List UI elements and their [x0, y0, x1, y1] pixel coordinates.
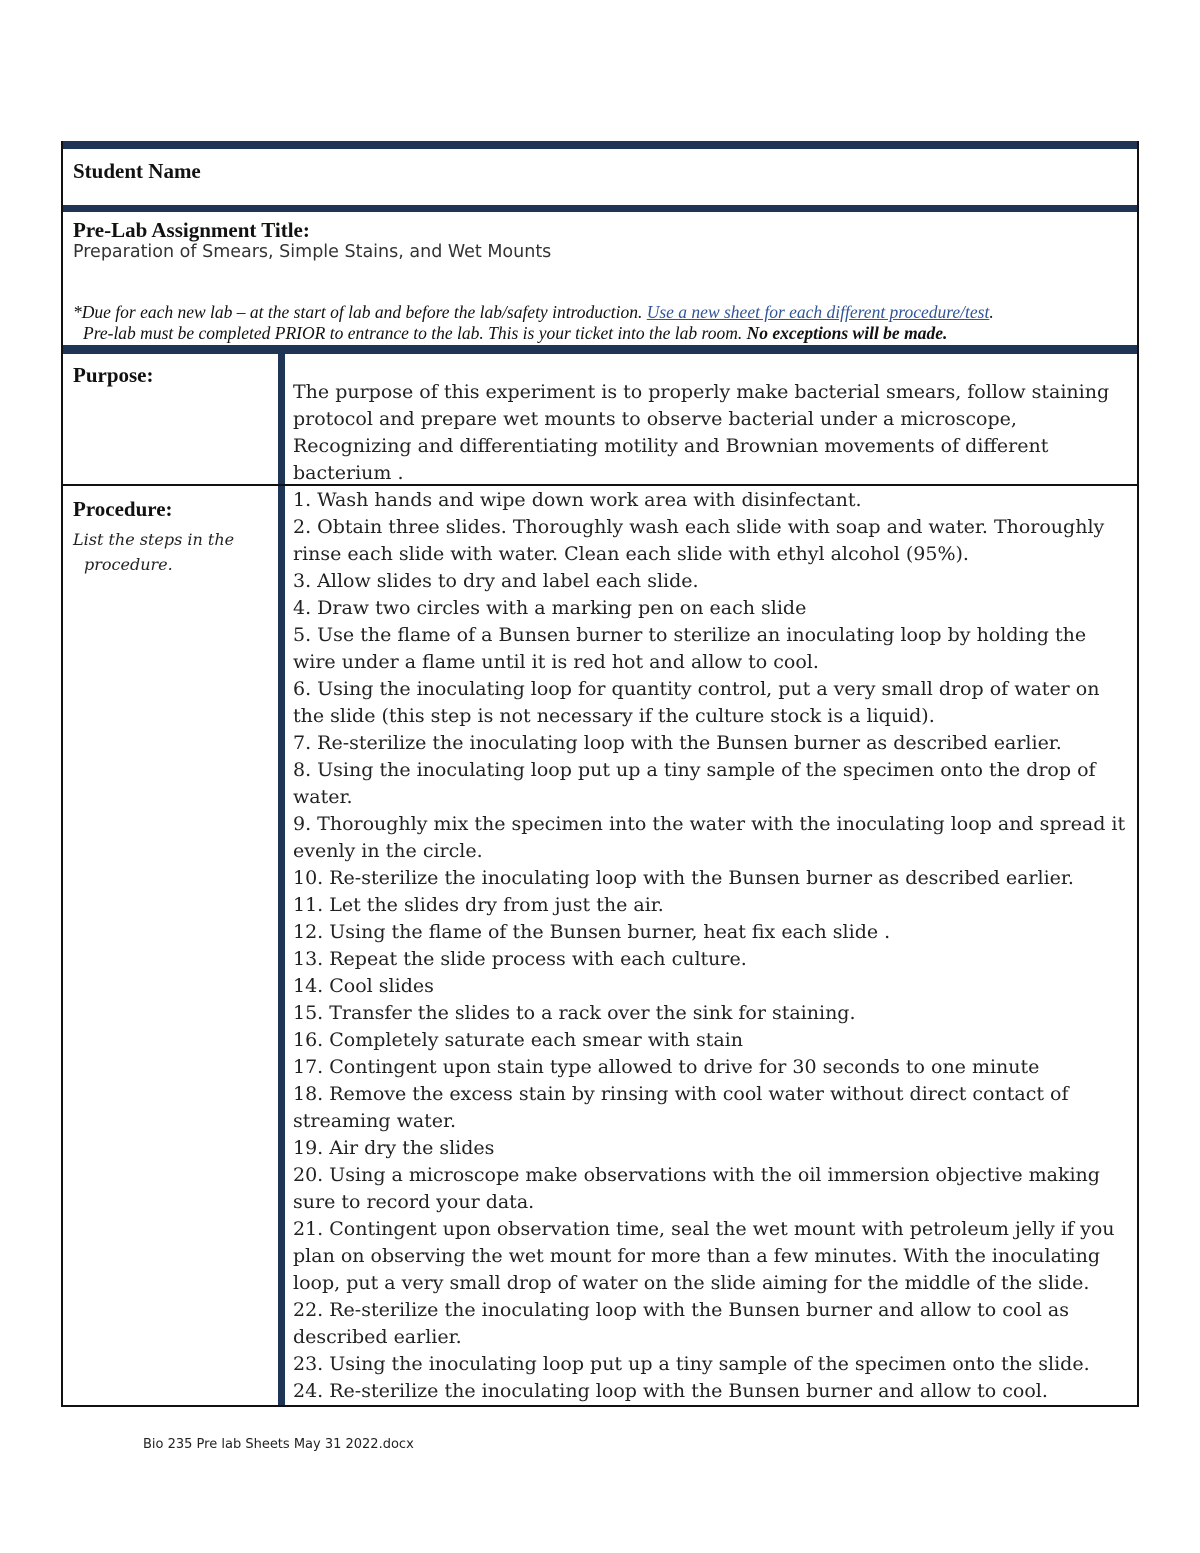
procedure-hint-line1: List the steps in the	[73, 530, 235, 549]
top-divider-bar	[63, 141, 1137, 149]
procedure-step: 3. Allow slides to dry and label each slide.	[293, 570, 699, 592]
procedure-steps-list[interactable]	[293, 487, 1133, 1405]
purpose-text[interactable]: The purpose of this experiment is to properly make bacterial smears, follow staining protocol and prepare wet mounts to observe bacterial under a microscope, Recognizing and differentiating motility and Brownian movements of different bacterium .	[293, 381, 1110, 484]
due-note-text: *Due for each new lab – at the start of lab and before the lab/safety introduction.	[73, 302, 647, 322]
ticket-note	[83, 323, 947, 344]
procedure-step: 9. Thoroughly mix the specimen into the water with the inoculating loop and spread it evenly in the circle.	[293, 813, 1126, 862]
procedure-label: Procedure:	[73, 497, 173, 521]
procedure-hint-line2: procedure.	[84, 555, 173, 574]
procedure-step: 10. Re-sterilize the inoculating loop with the Bunsen burner as described earlier.	[293, 867, 1074, 889]
procedure-step: 17. Contingent upon stain type allowed to drive for 30 seconds to one minute	[293, 1056, 1040, 1078]
procedure-step: 21. Contingent upon observation time, seal the wet mount with petroleum jelly if you plan on observing the wet mount for more than a few minutes. With the inoculating loop, put a very small drop of water on the slide aiming for the middle of the slide.	[293, 1218, 1115, 1294]
new-sheet-link[interactable]: Use a new sheet for each different procedure/test	[646, 302, 990, 322]
procedure-step: 12. Using the flame of the Bunsen burner, heat fix each slide .	[293, 921, 891, 943]
procedure-step: 7. Re-sterilize the inoculating loop with the Bunsen burner as described earlier.	[293, 732, 1062, 754]
procedure-step: 6. Using the inoculating loop for quantity control, put a very small drop of water on the slide (this step is not necessary if the culture stock is a liquid).	[293, 678, 1100, 727]
purpose-label: Purpose:	[73, 363, 154, 387]
document-footer: Bio 235 Pre lab Sheets May 31 2022.docx	[143, 1437, 414, 1452]
assignment-title-value: Preparation of Smears, Simple Stains, and Wet Mounts	[73, 242, 552, 262]
prelab-form	[61, 141, 1139, 1407]
procedure-step: 4. Draw two circles with a marking pen on each slide	[293, 597, 807, 619]
procedure-step: 8. Using the inoculating loop put up a tiny sample of the specimen onto the drop of water.	[293, 759, 1096, 808]
assignment-title-label: Pre-Lab Assignment Title:	[73, 218, 310, 242]
student-name-row[interactable]	[63, 149, 1137, 206]
procedure-step: 19. Air dry the slides	[293, 1137, 495, 1159]
no-exceptions-text: No exceptions will be made.	[746, 323, 948, 343]
procedure-step: 15. Transfer the slides to a rack over the sink for staining.	[293, 1002, 856, 1024]
student-name-label: Student Name	[73, 159, 201, 183]
procedure-step: 1. Wash hands and wipe down work area with disinfectant.	[293, 489, 862, 511]
due-note-end: .	[989, 302, 994, 322]
name-divider-bar	[63, 205, 1137, 212]
procedure-step: 23. Using the inoculating loop put up a tiny sample of the specimen onto the slide.	[293, 1353, 1090, 1375]
ticket-note-text: Pre-lab must be completed PRIOR to entrance to the lab. This is your ticket into the lab room.	[83, 323, 747, 343]
procedure-step: 14. Cool slides	[293, 975, 434, 997]
procedure-hint	[73, 527, 273, 577]
procedure-step: 24. Re-sterilize the inoculating loop with the Bunsen burner and allow to cool.	[293, 1380, 1048, 1402]
procedure-step: 11. Let the slides dry from just the air.	[293, 894, 664, 916]
due-note	[73, 302, 994, 323]
procedure-step: 18. Remove the excess stain by rinsing with cool water without direct contact of streaming water.	[293, 1083, 1069, 1132]
procedure-step: 20. Using a microscope make observations with the oil immersion objective making sure to record your data.	[293, 1164, 1100, 1213]
procedure-step: 16. Completely saturate each smear with stain	[293, 1029, 743, 1051]
title-divider-bar	[63, 345, 1137, 354]
procedure-step: 13. Repeat the slide process with each culture.	[293, 948, 747, 970]
procedure-step: 2. Obtain three slides. Thoroughly wash each slide with soap and water. Thoroughly rinse each slide with water. Clean each slide with ethyl alcohol (95%).	[293, 516, 1105, 565]
column-divider-bar	[278, 354, 285, 1405]
procedure-step: 22. Re-sterilize the inoculating loop with the Bunsen burner and allow to cool as described earlier.	[293, 1299, 1069, 1348]
procedure-step: 5. Use the flame of a Bunsen burner to sterilize an inoculating loop by holding the wire under a flame until it is red hot and allow to cool.	[293, 624, 1087, 673]
assignment-title-row	[63, 212, 1137, 347]
